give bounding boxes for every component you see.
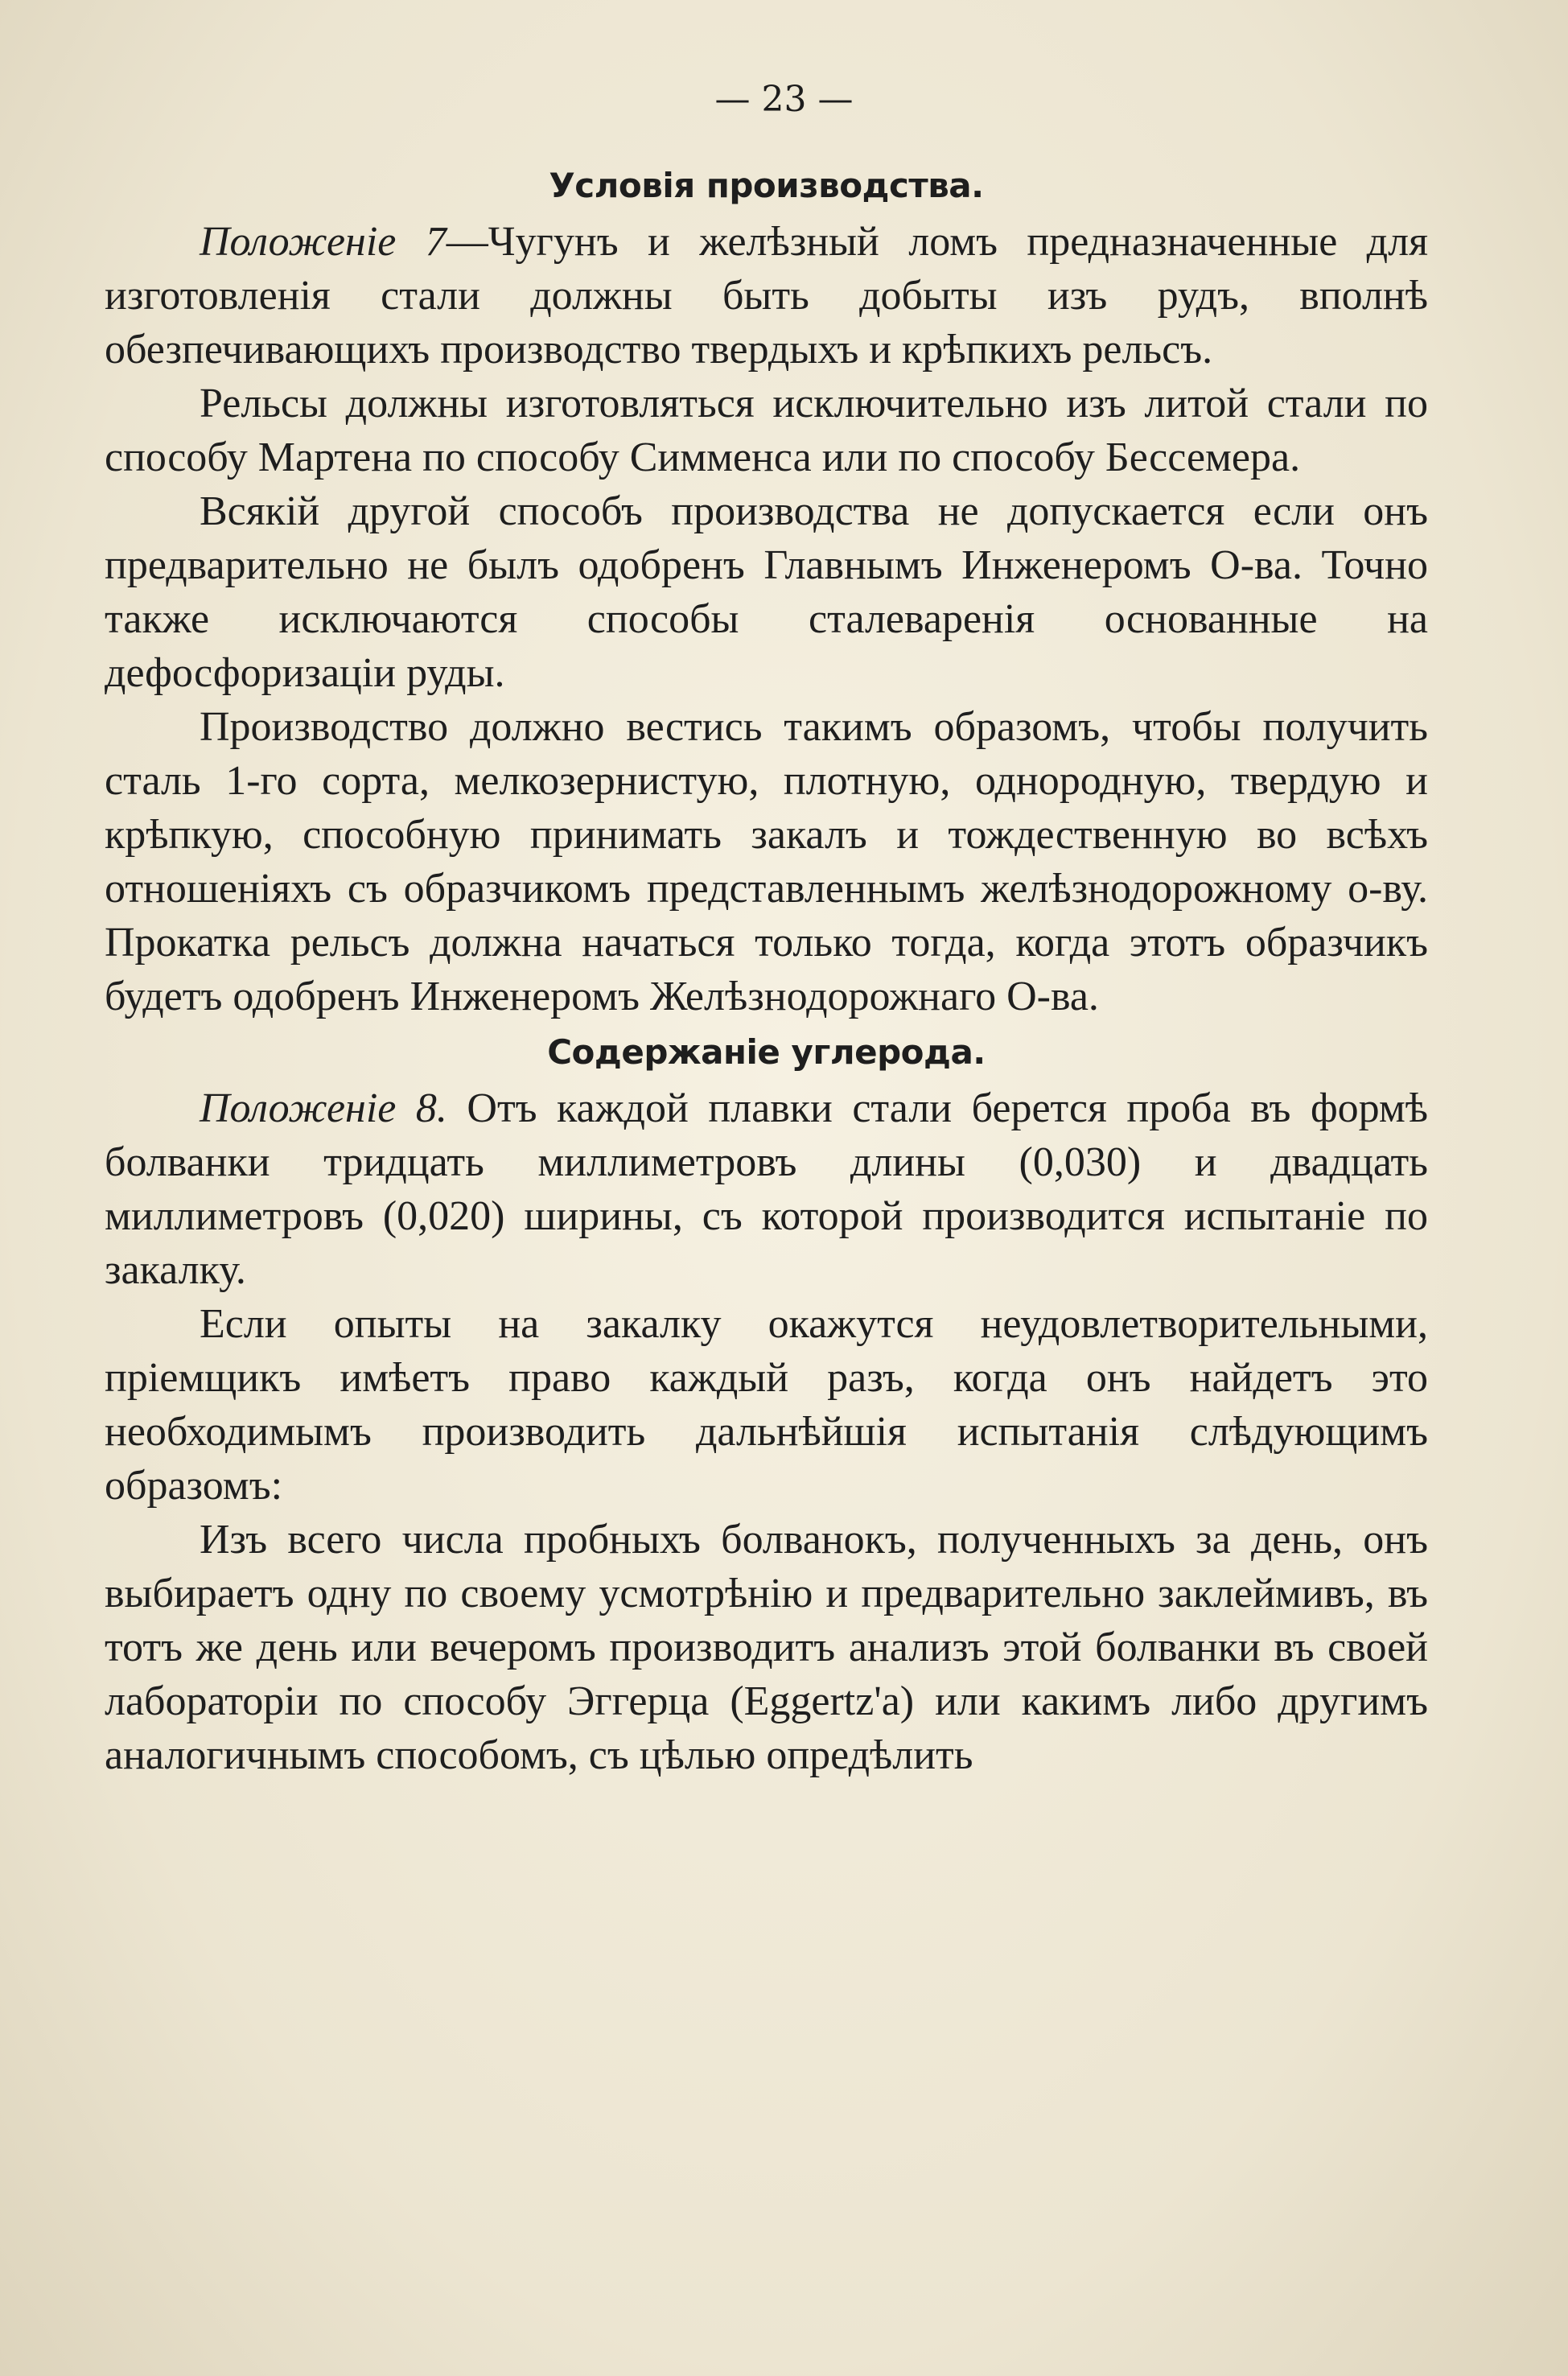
paragraph bbox=[105, 215, 1428, 377]
paragraph-text: Рельсы должны изготовляться исключительно изъ литой стали по способу Мартена по способу Симменса или по способу Бессемера. bbox=[105, 381, 1428, 480]
section-heading-production-conditions: Условія производства. bbox=[549, 166, 984, 205]
section-heading-carbon-content: Содержаніе углерода. bbox=[547, 1032, 986, 1072]
page-body bbox=[105, 157, 1428, 1782]
paragraph bbox=[105, 1081, 1428, 1297]
paragraph-text: Изъ всего числа пробныхъ болванокъ, полученныхъ за день, онъ выбираетъ одну по своему усмотрѣнію и предварительно заклеймивъ, въ тотъ же день или вечеромъ производитъ анализъ этой болванки въ своей лабораторіи по способу Эггерца (Eggertz'a) или какимъ либо другимъ аналогичнымъ способомъ, съ цѣлью опредѣлить bbox=[105, 1517, 1428, 1778]
paragraph-text: Отъ каждой плавки стали берется проба въ формѣ болванки тридцать миллиметровъ длины (0,030) и двадцать миллиметровъ (0,020) ширины, съ которой производится испытаніе по закалку. bbox=[105, 1085, 1428, 1293]
paragraph-text: —Чугунъ и желѣзный ломъ предназначенные для изготовленія стали должны быть добыты изъ рудъ, вполнѣ обезпечивающихъ производство твердыхъ и крѣпкихъ рельсъ. bbox=[105, 219, 1429, 373]
paragraph-text: Производство должно вестись такимъ образомъ, чтобы получить сталь 1-го сорта, мелкозернистую, плотную, однородную, твердую и крѣпкую, способную принимать закалъ и тождественную во всѣхъ отношеніяхъ съ образчикомъ представленнымъ желѣзнодорожному о-ву. Прокатка рельсъ должна начаться только тогда, когда этотъ образчикъ будетъ одобренъ Инженеромъ Желѣзнодорожнаго О-ва. bbox=[105, 704, 1428, 1019]
clause-label: Положеніе 7 bbox=[200, 219, 447, 265]
page-number: — 23 — bbox=[714, 79, 854, 120]
paragraph bbox=[105, 700, 1428, 1023]
paragraph-text: Если опыты на закалку окажутся неудовлетворительными, пріемщикъ имѣетъ право каждый разъ, когда онъ найдетъ это необходимымъ производить дальнѣйшія испытанія слѣдующимъ образомъ: bbox=[105, 1301, 1428, 1509]
paragraph bbox=[105, 1297, 1428, 1513]
paragraph-text: Всякій другой способъ производства не допускается если онъ предварительно не былъ одобренъ Главнымъ Инженеромъ О-ва. Точно также исключаются способы сталеваренія основанные на дефосфоризаціи руды. bbox=[105, 488, 1428, 696]
clause-label: Положеніе 8. bbox=[200, 1085, 447, 1131]
paragraph bbox=[105, 1513, 1428, 1782]
paragraph bbox=[105, 484, 1428, 700]
paragraph bbox=[105, 377, 1428, 484]
